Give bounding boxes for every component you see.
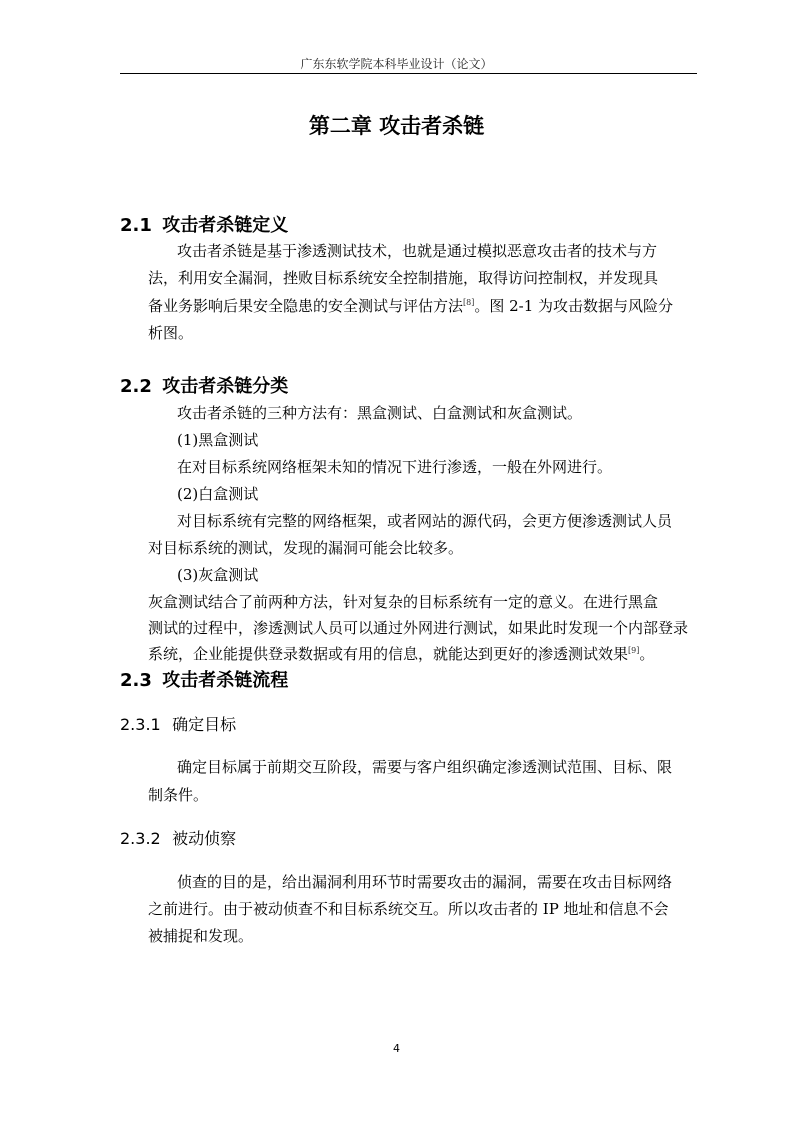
section-heading-2-3 [120,666,288,692]
paragraph-line: 确定目标属于前期交互阶段，需要与客户组织确定渗透测试范围、目标、限 [177,758,673,776]
section-heading-2-1 [120,211,288,237]
paragraph-line: 在对目标系统网络框架未知的情况下进行渗透，一般在外网进行。 [177,458,613,476]
paragraph-line: 侦查的目的是，给出漏洞利用环节时需要攻击的漏洞，需要在攻击目标网络 [177,873,673,891]
subsection-title: 确定目标 [172,715,237,734]
paragraph-line: 被捕捉和发现。 [148,927,254,945]
subsection-heading-2-3-2 [120,826,236,849]
subsection-number: 2.3.1 [120,715,161,734]
chapter-title: 第二章 攻击者杀链 [308,114,485,138]
paragraph-line [148,295,673,316]
header-rule [120,73,697,74]
list-label: (3)灰盒测试 [177,566,259,584]
text-run: 。图 2-1 为攻击数据与风险分 [474,297,674,315]
paragraph-line: 法，利用安全漏洞，挫败目标系统安全控制措施，取得访问控制权，并发现具 [148,269,659,287]
paragraph-line: 之前进行。由于被动侦查不和目标系统交互。所以攻击者的 IP 地址和信息不会 [148,900,669,918]
section-title: 攻击者杀链流程 [162,670,289,691]
paragraph-line [148,643,654,664]
section-title: 攻击者杀链定义 [162,215,289,236]
text-run: 。 [639,645,655,663]
citation-ref: [8] [463,298,475,307]
list-label: (1)黑盒测试 [177,431,259,449]
paragraph-line: 制条件。 [148,786,209,804]
text-run: 系统，企业能提供登录数据或有用的信息，就能达到更好的渗透测试效果 [148,645,629,663]
paragraph-line: 对目标系统的测试，发现的漏洞可能会比较多。 [148,539,464,557]
running-header: 广东东软学院本科毕业设计（论文） [300,57,493,71]
paragraph-line: 攻击者杀链的三种方法有：黑盒测试、白盒测试和灰盒测试。 [177,404,583,422]
subsection-number: 2.3.2 [120,829,161,848]
list-label: (2)白盒测试 [177,485,259,503]
citation-ref: [9] [628,646,640,655]
paragraph-line: 测试的过程中，渗透测试人员可以通过外网进行测试，如果此时发现一个内部登录 [148,619,689,637]
paragraph-line: 攻击者杀链是基于渗透测试技术，也就是通过模拟恶意攻击者的技术与方 [177,242,658,260]
subsection-heading-2-3-1 [120,712,236,735]
text-run: 备业务影响后果安全隐患的安全测试与评估方法 [148,297,464,315]
subsection-title: 被动侦察 [172,829,237,848]
paragraph-line: 灰盒测试结合了前两种方法，针对复杂的目标系统有一定的意义。在进行黑盒 [148,593,659,611]
section-title: 攻击者杀链分类 [162,376,289,397]
section-number: 2.2 [120,376,152,397]
section-number: 2.3 [120,670,152,691]
paragraph-line: 析图。 [148,324,194,342]
page-number: 4 [393,1042,400,1055]
section-heading-2-2 [120,372,288,398]
paragraph-line: 对目标系统有完整的网络框架，或者网站的源代码，会更方便渗透测试人员 [177,512,673,530]
section-number: 2.1 [120,215,152,236]
